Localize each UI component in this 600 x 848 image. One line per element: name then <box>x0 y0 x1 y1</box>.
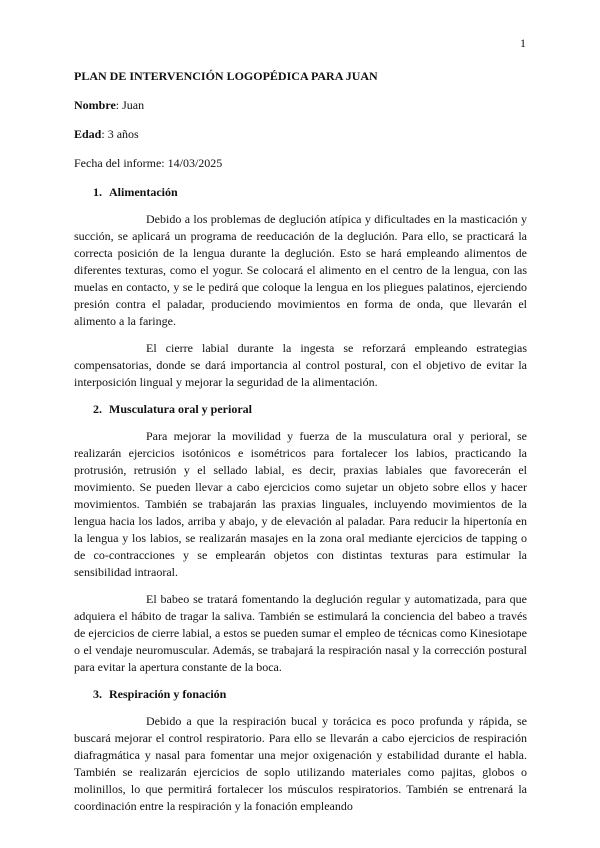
section-heading-respiracion <box>93 686 527 703</box>
age-value: : 3 años <box>101 127 139 141</box>
age-line <box>74 126 527 143</box>
page-number: 1 <box>520 36 526 50</box>
paragraph: Para mejorar la movilidad y fuerza de la musculatura oral y perioral, se realizarán ejercicios isotónicos e isométricos para fortalecer los labios, practicando la protrusión, retrusión y el sellado labial, es decir, praxias labiales que favorecerán el movimiento. Se pueden llevar a cabo ejercicios como sujetar un objeto sobre ellos y hacer movimientos. También se trabajarán las praxias linguales, incluyendo movimientos de la lengua hacia los lados, arriba y abajo, y de elevación al paladar. Para reducir la hipertonía en la lengua y los labios, se realizarán masajes en la zona oral mediante ejercicios de tapping o de co-contracciones y se emplearán objetos con distintas texturas para estimular la sensibilidad intraoral. <box>74 429 527 579</box>
name-label: Nombre <box>74 98 116 112</box>
name-value: : Juan <box>115 98 145 112</box>
paragraph: Debido a que la respiración bucal y torácica es poco profunda y rápida, se buscará mejorar el control respiratorio. Para ello se llevarán a cabo ejercicios de respiración diafragmática y nasal para fomentar una mejor oxigenación y estabilidad durante el habla. También se realizarán ejercicios de soplo utilizando materiales como pajitas, globos o molinillos, lo que permitirá fortalecer los músculos respiratorios. También se entrenará la coordinación entre la respiración y la fonación empleando <box>74 714 527 813</box>
document-title: PLAN DE INTERVENCIÓN LOGOPÉDICA PARA JUAN <box>74 69 378 83</box>
report-date: Fecha del informe: 14/03/2025 <box>74 156 223 170</box>
document-body <box>74 68 527 825</box>
section-number: 1. <box>93 185 102 199</box>
name-line <box>74 97 527 114</box>
age-label: Edad <box>74 127 102 141</box>
section-number: 2. <box>93 402 102 416</box>
paragraph: El cierre labial durante la ingesta se reforzará empleando estrategias compensatorias, donde se dará importancia al control postural, con el objetivo de evitar la interposición lingual y mejorar la seguridad de la alimentación. <box>74 341 527 389</box>
section-title: Alimentación <box>109 185 178 199</box>
section-title: Respiración y fonación <box>109 687 227 701</box>
paragraph: El babeo se tratará fomentando la deglución regular y automatizada, para que adquiera el hábito de tragar la saliva. También se estimulará la conciencia del babeo a través de ejercicios de cierre labial, a estos se pueden sumar el empleo de técnicas como Kinesiotape o el vendaje neuromuscular. Además, se trabajará la respiración nasal y la corrección postural para evitar la apertura constante de la boca. <box>74 592 527 674</box>
section-heading-musculatura <box>93 401 527 418</box>
section-heading-alimentacion <box>93 184 527 201</box>
section-number: 3. <box>93 687 102 701</box>
section-title: Musculatura oral y perioral <box>109 402 252 416</box>
paragraph: Debido a los problemas de deglución atípica y dificultades en la masticación y succión, se aplicará un programa de reeducación de la deglución. Para ello, se practicará la correcta posición de la lengua durante la deglución. Esto se hará empleando alimentos de diferentes texturas, como el yogur. Se colocará el alimento en el centro de la lengua, con las muelas en contacto, y se le pedirá que coloque la lengua en los pliegues palatinos, ejerciendo presión contra el paladar, produciendo movimientos en forma de onda, que llevarán el alimento a la faringe. <box>74 212 527 328</box>
